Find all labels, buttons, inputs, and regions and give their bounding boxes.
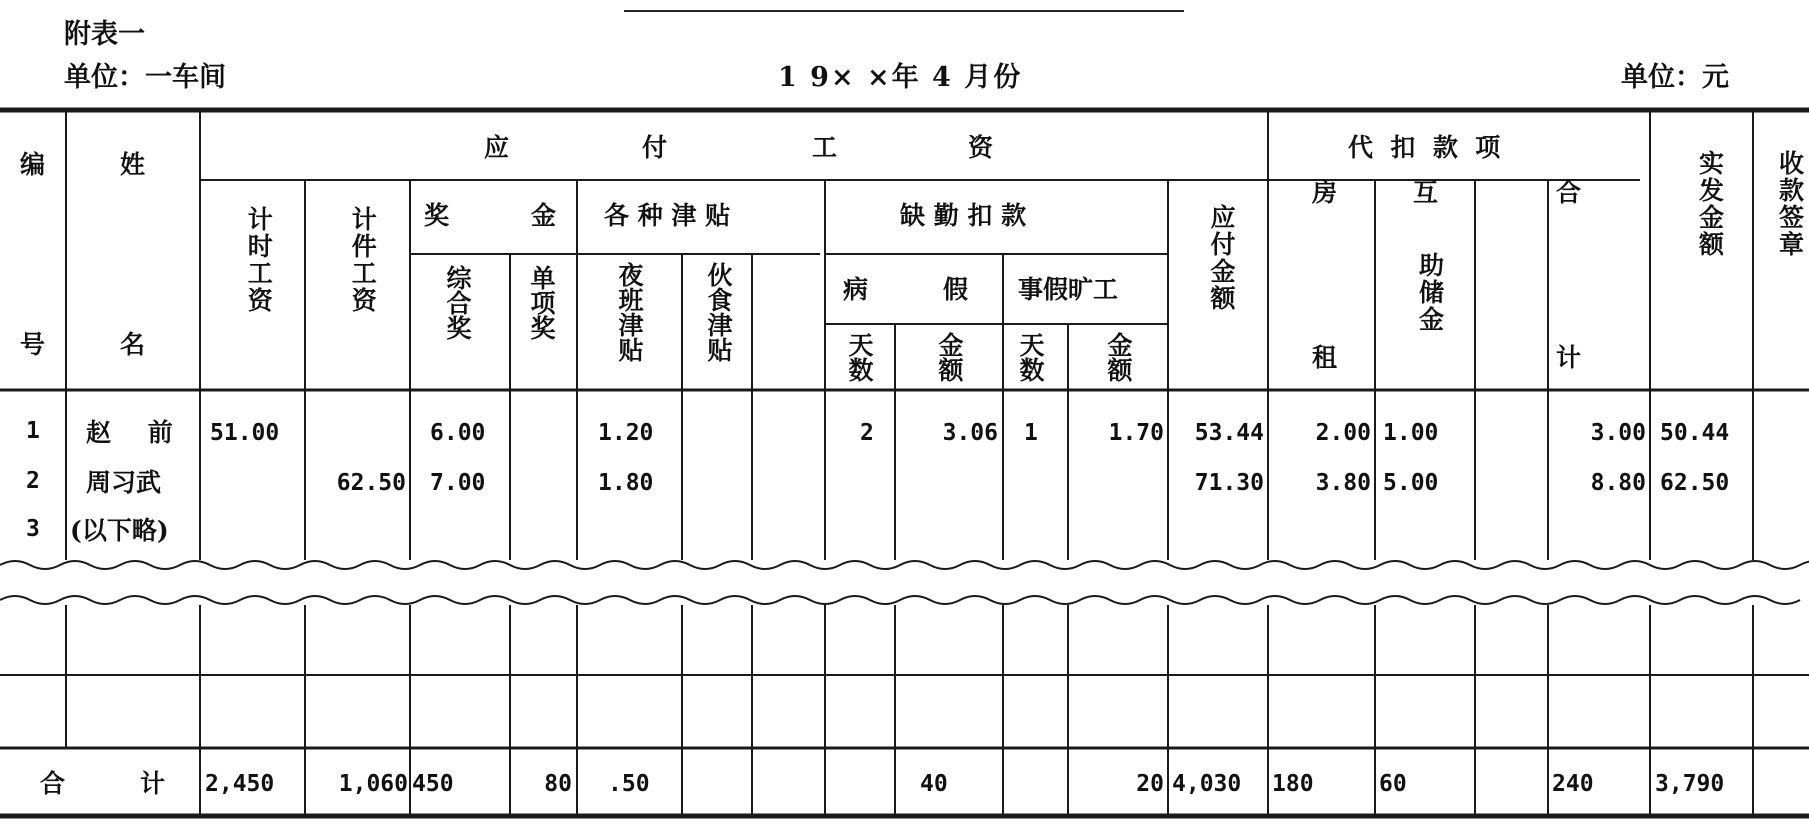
total-piece-wage: 1,060 xyxy=(338,771,408,797)
col-sick-amount: 金额 xyxy=(935,332,964,382)
total-sick-amount: 40 xyxy=(920,771,948,797)
col-name-bottom: 名 xyxy=(120,330,146,359)
total-rent: 180 xyxy=(1272,771,1314,797)
total-personal-amount: 20 xyxy=(1136,771,1164,797)
total-payable: 4,030 xyxy=(1172,771,1242,797)
group-payable-char-4: 资 xyxy=(968,133,994,162)
row2-net: 62.50 xyxy=(1660,470,1730,496)
row2-rent: 3.80 xyxy=(1315,470,1371,496)
total-label-right: 计 xyxy=(140,769,166,798)
col-rent-top: 房 xyxy=(1312,178,1338,207)
row1-name: 赵 前 xyxy=(86,418,187,447)
row1-personal-days: 1 xyxy=(1024,420,1038,446)
col-bonus-single: 单项奖 xyxy=(527,265,556,340)
row2-piece-wage: 62.50 xyxy=(336,470,406,496)
row2-bonus-general: 7.00 xyxy=(430,470,486,496)
group-deduction: 代 扣 款 项 xyxy=(1348,133,1501,162)
col-rent-bottom: 租 xyxy=(1312,343,1338,372)
row2-allowance-night: 1.80 xyxy=(598,470,654,496)
row1-payable: 53.44 xyxy=(1194,420,1264,446)
col-serial-top: 编 xyxy=(20,150,46,179)
unit-left: 单位：一车间 xyxy=(64,62,226,93)
row2-name: 周习武 xyxy=(86,468,162,497)
col-sick-days: 天数 xyxy=(845,332,874,382)
row1-time-wage: 51.00 xyxy=(210,420,280,446)
col-signature: 收款签章 xyxy=(1775,150,1805,258)
total-allowance-night: .50 xyxy=(608,771,650,797)
col-serial-bottom: 号 xyxy=(20,330,46,359)
row3-name: (以下略) xyxy=(70,516,169,545)
group-allowance: 各 种 津 贴 xyxy=(604,201,731,230)
group-absence: 缺 勤 扣 款 xyxy=(900,201,1027,230)
col-mutual-bottom: 助储金 xyxy=(1415,252,1445,333)
col-allowance-night: 夜班津贴 xyxy=(615,262,644,362)
row1-sick-days: 2 xyxy=(860,420,874,446)
col-personal-amount: 金额 xyxy=(1104,332,1133,382)
row1-no: 1 xyxy=(26,418,40,444)
row3-no: 3 xyxy=(26,516,40,542)
total-ded-total: 240 xyxy=(1552,771,1594,797)
total-bonus-general: 450 xyxy=(412,771,454,797)
col-mutual-top: 互 xyxy=(1413,178,1439,207)
col-time-wage: 计时工资 xyxy=(244,206,274,314)
col-payable-total: 应付金额 xyxy=(1207,204,1236,312)
col-sick-leave-char-1: 病 xyxy=(843,275,869,304)
group-bonus-char-2: 金 xyxy=(531,201,557,230)
col-ded-total-bottom: 计 xyxy=(1556,343,1582,372)
total-net: 3,790 xyxy=(1655,771,1725,797)
total-label-left: 合 xyxy=(40,769,66,798)
col-piece-wage: 计件工资 xyxy=(348,206,378,314)
group-payable-char-3: 工 xyxy=(812,133,838,162)
row1-mutual: 1.00 xyxy=(1383,420,1439,446)
row1-net: 50.44 xyxy=(1660,420,1730,446)
total-time-wage: 2,450 xyxy=(205,771,275,797)
row2-mutual: 5.00 xyxy=(1383,470,1439,496)
col-personal-days: 天数 xyxy=(1016,332,1045,382)
col-name-top: 姓 xyxy=(120,150,146,179)
period-label: 1 9× ×年 4 月份 xyxy=(778,62,1023,93)
col-net-pay: 实发金额 xyxy=(1695,150,1725,258)
row1-sick-amount: 3.06 xyxy=(942,420,998,446)
col-bonus-general: 综合奖 xyxy=(443,265,472,340)
group-bonus-char-1: 奖 xyxy=(424,201,450,230)
total-mutual: 60 xyxy=(1379,771,1407,797)
col-personal-leave: 事假旷工 xyxy=(1018,275,1119,304)
row2-ded-total: 8.80 xyxy=(1590,470,1646,496)
appendix-label: 附表一 xyxy=(64,19,145,50)
row1-ded-total: 3.00 xyxy=(1590,420,1646,446)
row1-rent: 2.00 xyxy=(1315,420,1371,446)
col-sick-leave-char-2: 假 xyxy=(943,275,969,304)
row2-payable: 71.30 xyxy=(1194,470,1264,496)
row1-personal-amount: 1.70 xyxy=(1108,420,1164,446)
row2-no: 2 xyxy=(26,468,40,494)
group-payable-char-1: 应 xyxy=(484,133,510,162)
col-ded-total-top: 合 xyxy=(1556,178,1582,207)
total-bonus-single: 80 xyxy=(544,771,572,797)
row1-bonus-general: 6.00 xyxy=(430,420,486,446)
unit-right: 单位：元 xyxy=(1621,62,1729,93)
row1-allowance-night: 1.20 xyxy=(598,420,654,446)
col-allowance-meal: 伙食津贴 xyxy=(704,262,733,362)
group-payable-char-2: 付 xyxy=(642,133,668,162)
